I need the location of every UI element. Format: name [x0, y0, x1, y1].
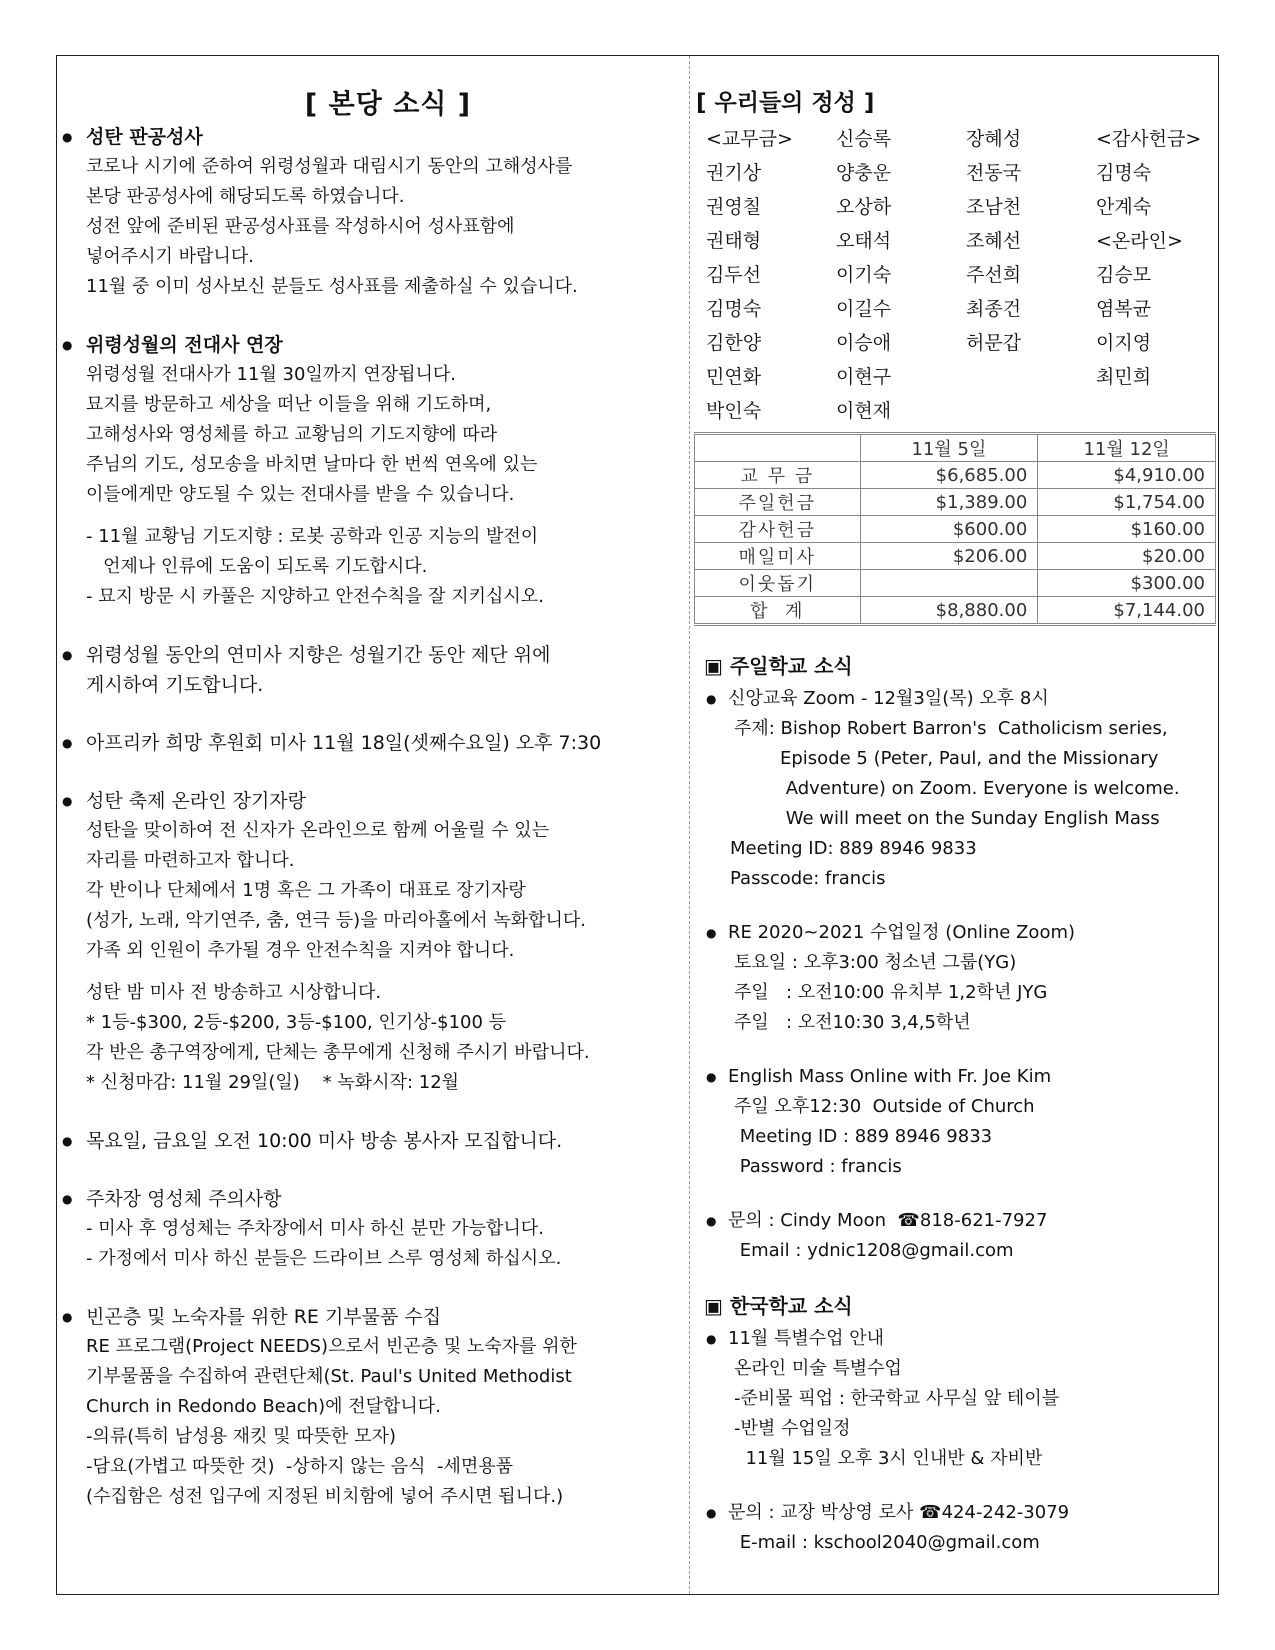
- news-line: -담요(가볍고 따뜻한 것) -상하지 않는 음식 -세면용품: [86, 1456, 514, 1477]
- donor-name: 이현재: [836, 400, 892, 422]
- sunday-line: 주일 : 오전10:00 유치부 1,2학년 JYG: [734, 982, 1048, 1003]
- donor-name: 장혜성: [966, 128, 1022, 150]
- donor-name: 양충운: [836, 162, 892, 184]
- korean-item-contact: [694, 1498, 1216, 1558]
- donor-name: 조남천: [966, 196, 1022, 218]
- sunday-school-title: ▣ 주일학교 소식: [704, 654, 853, 678]
- parish-news-column: [60, 62, 686, 1592]
- table-header-row: [695, 434, 1216, 462]
- donor-name: 김승모: [1096, 264, 1152, 286]
- table-header-cell: 11월 12일: [1038, 434, 1216, 462]
- donor-name: 전동국: [966, 162, 1022, 184]
- news-note: - 11월 교황님 기도지향 : 로봇 공학과 인공 지능의 발전이: [86, 526, 539, 547]
- donor-name: <온라인>: [1096, 230, 1183, 252]
- news-note: 언제나 인류에 도움이 되도록 기도합시다.: [86, 556, 428, 577]
- table-cell: $300.00: [1038, 570, 1216, 597]
- table-row: [695, 489, 1216, 516]
- donor-name: 이지영: [1096, 332, 1152, 354]
- news-line: Church in Redondo Beach)에 전달합니다.: [86, 1396, 441, 1417]
- korean-line: 온라인 미술 특별수업: [734, 1358, 902, 1379]
- news-item-africa: [60, 728, 686, 758]
- donor-name: <감사헌금>: [1096, 128, 1202, 150]
- news-note: - 묘지 방문 시 카풀은 지양하고 안전수칙을 잘 지키십시오.: [86, 586, 544, 607]
- table-total-row: [695, 597, 1216, 625]
- sunday-line: Meeting ID: 889 8946 9833: [730, 838, 977, 859]
- news-line: (성가, 노래, 악기연주, 춤, 연극 등)을 마리아홀에서 녹화합니다.: [86, 910, 587, 931]
- offerings-column: [694, 62, 1216, 1592]
- table-row: [695, 462, 1216, 489]
- korean-line: -반별 수업일정: [734, 1418, 851, 1439]
- sunday-heading: ● 신앙교육 Zoom - 12월3일(목) 오후 8시: [694, 684, 1216, 714]
- donor-name: 이현구: [836, 366, 892, 388]
- news-item-requiem: [60, 640, 686, 700]
- donor-name: 허문갑: [966, 332, 1022, 354]
- news-item-confession: [60, 122, 686, 302]
- table-row: [695, 516, 1216, 543]
- table-cell: 이웃돕기: [695, 570, 861, 597]
- korean-school-title: ▣ 한국학교 소식: [704, 1294, 853, 1318]
- table-row: [695, 570, 1216, 597]
- news-line: 11월 중 이미 성사보신 분들도 성사표를 제출하실 수 있습니다.: [86, 276, 578, 297]
- parish-news-title: [ 본당 소식 ]: [304, 89, 472, 120]
- donor-name: 김두선: [706, 264, 762, 286]
- donor-name: 박인숙: [706, 400, 762, 422]
- table-cell: $20.00: [1038, 543, 1216, 570]
- donor-name: 이기숙: [836, 264, 892, 286]
- donor-name: 주선희: [966, 264, 1022, 286]
- donor-name: [966, 360, 1096, 394]
- news-line: 게시하여 기도합니다.: [86, 674, 264, 696]
- donor-name: 민연화: [706, 366, 762, 388]
- donor-name: 최민희: [1096, 366, 1152, 388]
- korean-item-special-class: [694, 1324, 1216, 1474]
- news-line: 성전 앞에 준비된 판공성사표를 작성하시어 성사표함에: [86, 216, 515, 237]
- table-cell: $206.00: [860, 543, 1038, 570]
- news-item-talent-show: [60, 786, 686, 1098]
- news-line: * 신청마감: 11월 29일(일) * 녹화시작: 12월: [86, 1072, 460, 1093]
- column-divider: [689, 56, 690, 1594]
- news-item-donation-drive: [60, 1302, 686, 1512]
- sunday-line: Email : ydnic1208@gmail.com: [734, 1240, 1014, 1261]
- sunday-line: Adventure) on Zoom. Everyone is welcome.: [780, 778, 1180, 799]
- korean-heading: ● 문의 : 교장 박상영 로사 ☎424-242-3079: [694, 1498, 1216, 1528]
- donor-name: 오상하: [836, 196, 892, 218]
- korean-line: 11월 15일 오후 3시 인내반 & 자비반: [734, 1448, 1043, 1469]
- table-cell: $1,389.00: [860, 489, 1038, 516]
- donor-name: 안계숙: [1096, 196, 1152, 218]
- donor-name: <교무금>: [706, 128, 793, 150]
- donor-name: 이승애: [836, 332, 892, 354]
- news-line: 본당 판공성사에 해당되도록 하였습니다.: [86, 186, 405, 207]
- donor-name: 김한양: [706, 332, 762, 354]
- news-heading: 주차장 영성체 주의사항: [86, 1188, 282, 1210]
- news-line: 고해성사와 영성체를 하고 교황님의 기도지향에 따라: [86, 424, 498, 445]
- table-cell: 합 계: [695, 597, 861, 625]
- news-line: 넣어주시기 바랍니다.: [86, 246, 254, 267]
- donor-name: [966, 394, 1096, 428]
- korean-line: -준비물 픽업 : 한국학교 사무실 앞 테이블: [734, 1388, 1060, 1409]
- sunday-item-contact: [694, 1206, 1216, 1266]
- sunday-line: Passcode: francis: [730, 868, 886, 889]
- news-item-parking-communion: [60, 1184, 686, 1274]
- news-heading: 성탄 축제 온라인 장기자랑: [86, 790, 307, 812]
- sunday-line: 주일 오후12:30 Outside of Church: [734, 1096, 1035, 1117]
- news-line: RE 프로그램(Project NEEDS)으로서 빈곤층 및 노숙자를 위한: [86, 1336, 577, 1357]
- news-line: - 미사 후 영성체는 주차장에서 미사 하신 분만 가능합니다.: [86, 1218, 544, 1239]
- news-line: - 가정에서 미사 하신 분들은 드라이브 스루 영성체 하십시오.: [86, 1248, 562, 1269]
- news-line: 성탄 밤 미사 전 방송하고 시상합니다.: [86, 982, 382, 1003]
- table-row: [695, 543, 1216, 570]
- sunday-heading: ● English Mass Online with Fr. Joe Kim: [694, 1062, 1216, 1092]
- donor-grid: [694, 122, 1216, 428]
- donor-name: 오태석: [836, 230, 892, 252]
- korean-line: E-mail : kschool2040@gmail.com: [734, 1532, 1040, 1553]
- table-cell: $7,144.00: [1038, 597, 1216, 625]
- news-line: 각 반이나 단체에서 1명 혹은 그 가족이 대표로 장기자랑: [86, 880, 526, 901]
- donor-name: 김명숙: [706, 298, 762, 320]
- news-heading: 아프리카 희망 후원회 미사 11월 18일(셋째수요일) 오후 7:30: [86, 732, 602, 754]
- donor-name: 최종건: [966, 298, 1022, 320]
- table-cell: 감사헌금: [695, 516, 861, 543]
- sunday-item-re-schedule: [694, 918, 1216, 1038]
- sunday-line: We will meet on the Sunday English Mass: [780, 808, 1160, 829]
- news-item-volunteers: [60, 1126, 686, 1156]
- sunday-heading: ● RE 2020~2021 수업일정 (Online Zoom): [694, 918, 1216, 948]
- sunday-heading: ● 문의 : Cindy Moon ☎818-621-7927: [694, 1206, 1216, 1236]
- news-line: 성탄을 맞이하여 전 신자가 온라인으로 함께 어울릴 수 있는: [86, 820, 550, 841]
- sunday-line: 주일 : 오전10:30 3,4,5학년: [734, 1012, 971, 1033]
- donor-name: 권기상: [706, 162, 762, 184]
- news-line: 자리를 마련하고자 합니다.: [86, 850, 295, 871]
- table-cell: 교 무 금: [695, 462, 861, 489]
- news-line: ● 위령성월 동안의 연미사 지향은 성월기간 동안 제단 위에: [86, 644, 551, 666]
- sunday-item-faith-zoom: [694, 684, 1216, 894]
- news-heading: 위령성월의 전대사 연장: [86, 334, 283, 356]
- finance-table: [694, 432, 1216, 626]
- sunday-line: Password : francis: [734, 1156, 902, 1177]
- news-item-indulgence: [60, 330, 686, 612]
- news-line: 각 반은 총구역장에게, 단체는 총무에게 신청해 주시기 바랍니다.: [86, 1042, 590, 1063]
- donor-name: 김명숙: [1096, 162, 1152, 184]
- table-cell: $160.00: [1038, 516, 1216, 543]
- donor-name: 염복균: [1096, 298, 1152, 320]
- donor-name: 조혜선: [966, 230, 1022, 252]
- news-line: 주님의 기도, 성모송을 바치면 날마다 한 번씩 연옥에 있는: [86, 454, 538, 475]
- table-cell: 매일미사: [695, 543, 861, 570]
- news-line: 코로나 시기에 준하여 위령성월과 대림시기 동안의 고해성사를: [86, 156, 573, 177]
- news-line: -의류(특히 남성용 재킷 및 따뜻한 모자): [86, 1426, 396, 1447]
- sunday-item-english-mass: [694, 1062, 1216, 1182]
- news-line: 위령성월 전대사가 11월 30일까지 연장됩니다.: [86, 364, 457, 385]
- table-cell: 주일헌금: [695, 489, 861, 516]
- news-line: 기부물품을 수집하여 관련단체(St. Paul's United Methodist: [86, 1366, 572, 1387]
- table-cell: $4,910.00: [1038, 462, 1216, 489]
- sunday-line: 주제: Bishop Robert Barron's Catholicism series,: [734, 718, 1168, 739]
- donor-name: [1096, 394, 1226, 428]
- news-line: 묘지를 방문하고 세상을 떠난 이들을 위해 기도하며,: [86, 394, 492, 415]
- table-cell: [860, 570, 1038, 597]
- news-line: * 1등-$300, 2등-$200, 3등-$100, 인기상-$100 등: [86, 1012, 507, 1033]
- table-header-cell: [695, 434, 861, 462]
- sunday-line: 토요일 : 오후3:00 청소년 그룹(YG): [734, 952, 1017, 973]
- korean-heading: ● 11월 특별수업 안내: [694, 1324, 1216, 1354]
- donor-name: 이길수: [836, 298, 892, 320]
- news-line: (수집함은 성전 입구에 지정된 비치함에 넣어 주시면 됩니다.): [86, 1486, 564, 1507]
- news-line: 가족 외 인원이 추가될 경우 안전수칙을 지켜야 합니다.: [86, 940, 515, 961]
- donor-name: 권영칠: [706, 196, 762, 218]
- donor-name: 권태형: [706, 230, 762, 252]
- offerings-title: [ 우리들의 정성 ]: [696, 90, 875, 116]
- table-header-cell: 11월 5일: [860, 434, 1038, 462]
- table-cell: $6,685.00: [860, 462, 1038, 489]
- table-cell: $8,880.00: [860, 597, 1038, 625]
- table-cell: $600.00: [860, 516, 1038, 543]
- sunday-line: Episode 5 (Peter, Paul, and the Missionary: [780, 748, 1159, 769]
- sunday-line: Meeting ID : 889 8946 9833: [734, 1126, 993, 1147]
- news-heading: 성탄 판공성사: [86, 126, 203, 148]
- news-heading: 빈곤층 및 노숙자를 위한 RE 기부물품 수집: [86, 1306, 442, 1328]
- news-heading: 목요일, 금요일 오전 10:00 미사 방송 봉사자 모집합니다.: [86, 1130, 563, 1152]
- news-line: 이들에게만 양도될 수 있는 전대사를 받을 수 있습니다.: [86, 484, 515, 505]
- table-cell: $1,754.00: [1038, 489, 1216, 516]
- donor-name: 신승록: [836, 128, 892, 150]
